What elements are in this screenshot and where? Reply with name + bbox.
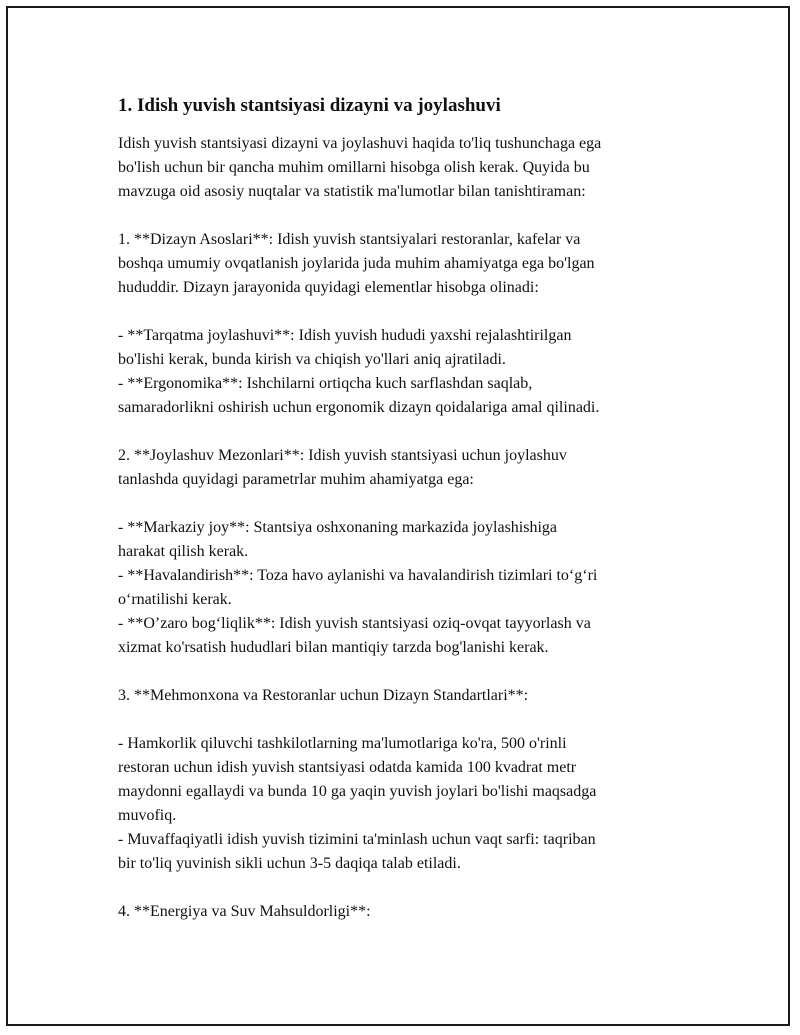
paragraph-gap: [118, 420, 688, 444]
paragraph-gap: [118, 876, 688, 900]
section-4-heading: 4. **Energiya va Suv Mahsuldorligi**:: [118, 903, 371, 920]
section-1-item: - **Ergonomika**: Ishchilarni ortiqcha kuch sarflashdan saqlab, samaradorlikni oshirish uchun ergonomik dizayn qoidalariga amal qilinadi.: [118, 375, 600, 416]
section-1-heading: 1. **Dizayn Asoslari**: Idish yuvish stantsiyalari restoranlar, kafelar va boshqa umumiy ovqatlanish joylarida juda muhim ahamiyatga ega bo'lgan hududdir. Dizayn jarayonida quyidagi elementlar hisobga olinadi:: [118, 231, 595, 296]
section-3-heading: 3. **Mehmonxona va Restoranlar uchun Dizayn Standartlari**:: [118, 687, 529, 704]
section-3-item: - Hamkorlik qiluvchi tashkilotlarning ma'lumotlariga ko'ra, 500 o'rinli restoran uchun idish yuvish stantsiyasi odatda kamida 100 kvadrat metr maydonni egallaydi va bunda 10 ga yaqin yuvish joylari bo'lishi maqsadga muvofiq.: [118, 735, 597, 824]
section-1-item: - **Tarqatma joylashuvi**: Idish yuvish hududi yaxshi rejalashtirilgan bo'lishi kerak, bunda kirish va chiqish yo'llari aniq ajratiladi.: [118, 327, 572, 368]
section-2-item: - **O’zaro bog‘liqlik**: Idish yuvish stantsiyasi oziq-ovqat tayyorlash va xizmat ko'rsatish hududlari bilan mantiqiy tarzda bog'lanishi kerak.: [118, 615, 591, 656]
paragraph-gap: [118, 300, 688, 324]
section-2-item: - **Markaziy joy**: Stantsiya oshxonaning markazida joylashishiga harakat qilish kerak.: [118, 519, 558, 560]
section-2-item: - **Havalandirish**: Toza havo aylanishi va havalandirish tizimlari to‘g‘ri o‘rnatilishi kerak.: [118, 567, 598, 608]
document-body: [118, 94, 688, 924]
intro-paragraph: Idish yuvish stantsiyasi dizayni va joylashuvi haqida to'liq tushunchaga ega bo'lish uchun bir qancha muhim omillarni hisobga olish kerak. Quyida bu mavzuga oid asosiy nuqtalar va statistik ma'lumotlar bilan tanishtiraman:: [118, 135, 602, 200]
paragraph-gap: [118, 492, 688, 516]
paragraph-gap: [118, 204, 688, 228]
paragraph-gap: [118, 660, 688, 684]
section-2-heading: 2. **Joylashuv Mezonlari**: Idish yuvish stantsiyasi uchun joylashuv tanlashda quyidagi parametrlar muhim ahamiyatga ega:: [118, 447, 567, 488]
document-title: 1. Idish yuvish stantsiyasi dizayni va joylashuvi: [118, 95, 501, 116]
section-3-item: - Muvaffaqiyatli idish yuvish tizimini ta'minlash uchun vaqt sarfi: taqriban bir to'liq yuvinish sikli uchun 3-5 daqiqa talab etiladi.: [118, 831, 596, 872]
paragraph-gap: [118, 708, 688, 732]
